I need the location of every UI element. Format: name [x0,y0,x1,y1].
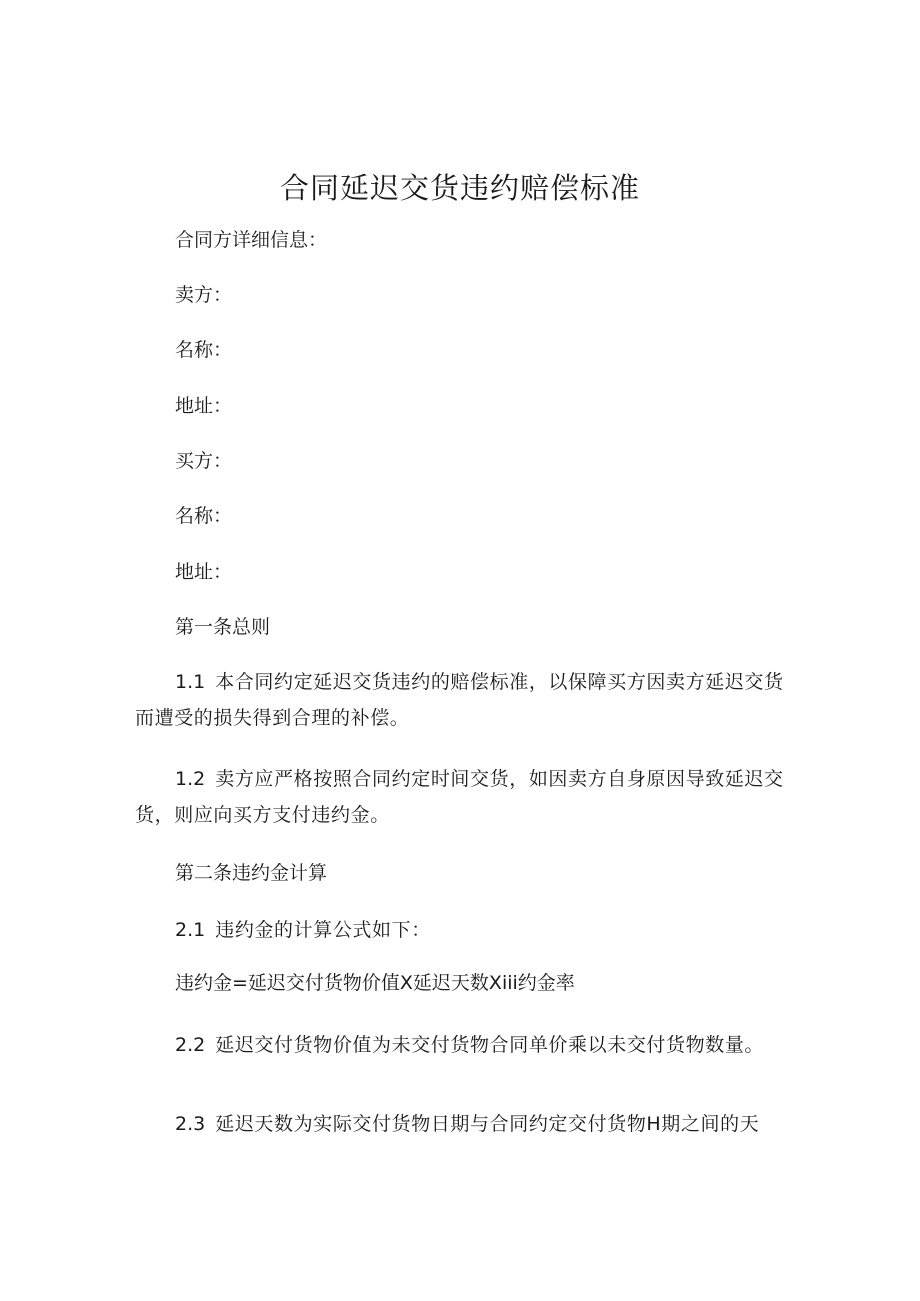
clause-2-2 [135,1027,785,1063]
clause-number: 1.2 [175,768,206,790]
clause-number: 1.1 [175,671,206,693]
party-info-heading: 合同方详细信息： [175,229,328,251]
buyer-name-label: 名称： [175,505,233,527]
clause-1-1 [135,664,785,736]
clause-2-3 [135,1106,785,1142]
clause-text: 卖方应严格按照合同约定时间交货，如因卖方自身原因导致延迟交货，则应向买方支付违约金。 [135,768,784,826]
clause-2-1 [135,912,785,948]
clause-number: 2.2 [175,1034,206,1056]
seller-label: 卖方： [175,284,233,306]
penalty-formula: 违约金=延迟交付货物价值X延迟天数Xiii约金率 [175,972,575,994]
clause-text: 违约金的计算公式如下： [215,919,431,941]
clause-text: 本合同约定延迟交货违约的赔偿标准，以保障买方因卖方延迟交货而遭受的损失得到合理的补偿。 [135,671,784,729]
clause-number: 2.1 [175,919,206,941]
buyer-address-label: 地址： [175,561,233,583]
document-title: 合同延迟交货违约赔偿标准 [279,171,640,205]
article-2-heading: 第二条违约金计算 [175,862,328,884]
seller-address-label: 地址： [175,395,233,417]
article-1-heading: 第一条总则 [175,616,271,638]
clause-text: 延迟交付货物价值为未交付货物合同单价乘以未交付货物数量。 [215,1034,765,1056]
clause-number: 2.3 [175,1113,206,1135]
seller-name-label: 名称： [175,339,233,361]
clause-text: 延迟天数为实际交付货物日期与合同约定交付货物H期之间的天 [215,1113,760,1135]
buyer-label: 买方： [175,450,233,472]
clause-1-2 [135,761,785,833]
